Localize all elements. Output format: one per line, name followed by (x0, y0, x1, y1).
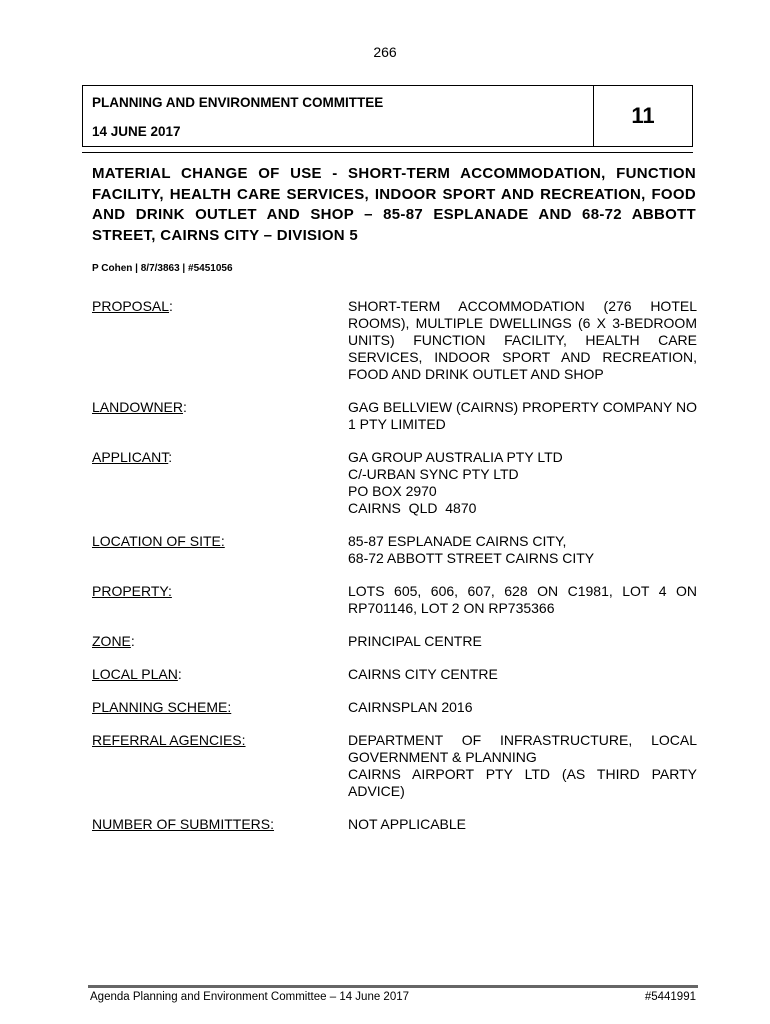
detail-row-referral-agencies (92, 732, 697, 800)
header-left-cell (83, 86, 594, 146)
footer-agenda-title: Agenda Planning and Environment Committee – 14 June 2017 (90, 991, 410, 1003)
detail-row-planning-scheme (92, 699, 697, 716)
detail-label (92, 399, 348, 433)
label-location: LOCATION OF SITE: (92, 533, 225, 549)
detail-label (92, 449, 348, 517)
detail-label (92, 633, 348, 650)
detail-row-landowner (92, 399, 697, 433)
detail-label (92, 732, 348, 800)
details-table (92, 298, 697, 849)
label-colon: : (183, 399, 187, 415)
label-colon: : (168, 449, 173, 465)
label-landowner: LANDOWNER (92, 399, 184, 415)
item-number: 11 (631, 103, 655, 128)
detail-row-property (92, 583, 697, 617)
footer-divider (88, 985, 698, 988)
applicant-line: GA GROUP AUSTRALIA PTY LTD (348, 449, 563, 465)
detail-label (92, 816, 348, 833)
header-divider (82, 152, 693, 153)
label-submitters: NUMBER OF SUBMITTERS: (92, 816, 275, 832)
value-property: LOTS 605, 606, 607, 628 ON C1981, LOT 4 ON RP701146, LOT 2 ON RP735366 (348, 583, 697, 616)
location-line: 68-72 ABBOTT STREET CAIRNS CITY (348, 550, 595, 566)
referral-agency: DEPARTMENT OF INFRASTRUCTURE, LOCAL GOVERNMENT & PLANNING (348, 732, 697, 765)
detail-row-submitters (92, 816, 697, 833)
meeting-date: 14 JUNE 2017 (92, 124, 181, 139)
value-location (348, 533, 697, 567)
detail-label (92, 699, 348, 716)
detail-label (92, 533, 348, 567)
value-planning-scheme: CAIRNSPLAN 2016 (348, 699, 473, 715)
value-referral-agencies (348, 732, 697, 800)
applicant-line: CAIRNS QLD 4870 (348, 500, 477, 516)
label-colon: : (169, 298, 173, 314)
page-number: 266 (373, 44, 397, 60)
detail-row-applicant (92, 449, 697, 517)
value-zone: PRINCIPAL CENTRE (348, 633, 482, 649)
report-title: MATERIAL CHANGE OF USE - SHORT-TERM ACCOMMODATION, FUNCTION FACILITY, HEALTH CARE SERVICES, INDOOR SPORT AND RECREATION, FOOD AND DRINK OUTLET AND SHOP – 85-87 ESPLANADE AND 68-72 ABBOTT STREET, CAIRNS CITY – DIVISION 5 (92, 165, 696, 244)
location-line: 85-87 ESPLANADE CAIRNS CITY, (348, 533, 567, 549)
applicant-line: PO BOX 2970 (348, 483, 437, 499)
label-local-plan: LOCAL PLAN (92, 666, 178, 682)
value-proposal: SHORT-TERM ACCOMMODATION (276 HOTEL ROOMS), MULTIPLE DWELLINGS (6 X 3-BEDROOM UNITS) FUNCTION FACILITY, HEALTH CARE SERVICES, INDOOR SPORT AND RECREATION, FOOD AND DRINK OUTLET AND SHOP (348, 298, 697, 382)
detail-row-local-plan (92, 666, 697, 683)
detail-row-location (92, 533, 697, 567)
value-landowner: GAG BELLVIEW (CAIRNS) PROPERTY COMPANY NO 1 PTY LIMITED (348, 399, 697, 432)
committee-name: PLANNING AND ENVIRONMENT COMMITTEE (92, 95, 384, 110)
header-box (82, 85, 693, 147)
value-local-plan: CAIRNS CITY CENTRE (348, 666, 498, 682)
detail-label (92, 666, 348, 683)
footer-document-number: #5441991 (644, 991, 696, 1003)
value-applicant (348, 449, 697, 517)
detail-label (92, 583, 348, 617)
detail-label (92, 298, 348, 383)
value-submitters: NOT APPLICABLE (348, 816, 467, 832)
report-reference: P Cohen | 8/7/3863 | #5451056 (92, 263, 233, 274)
label-colon: : (130, 633, 135, 649)
detail-row-zone (92, 633, 697, 650)
label-planning-scheme: PLANNING SCHEME: (92, 699, 232, 715)
label-referral-agencies: REFERRAL AGENCIES: (92, 732, 246, 748)
referral-agency: CAIRNS AIRPORT PTY LTD (AS THIRD PARTY ADVICE) (348, 766, 697, 799)
label-proposal: PROPOSAL (92, 298, 170, 314)
label-colon: : (177, 666, 182, 682)
label-zone: ZONE (92, 633, 131, 649)
label-property: PROPERTY: (92, 583, 172, 599)
applicant-line: C/-URBAN SYNC PTY LTD (348, 466, 519, 482)
label-applicant: APPLICANT (92, 449, 169, 465)
detail-row-proposal (92, 298, 697, 383)
